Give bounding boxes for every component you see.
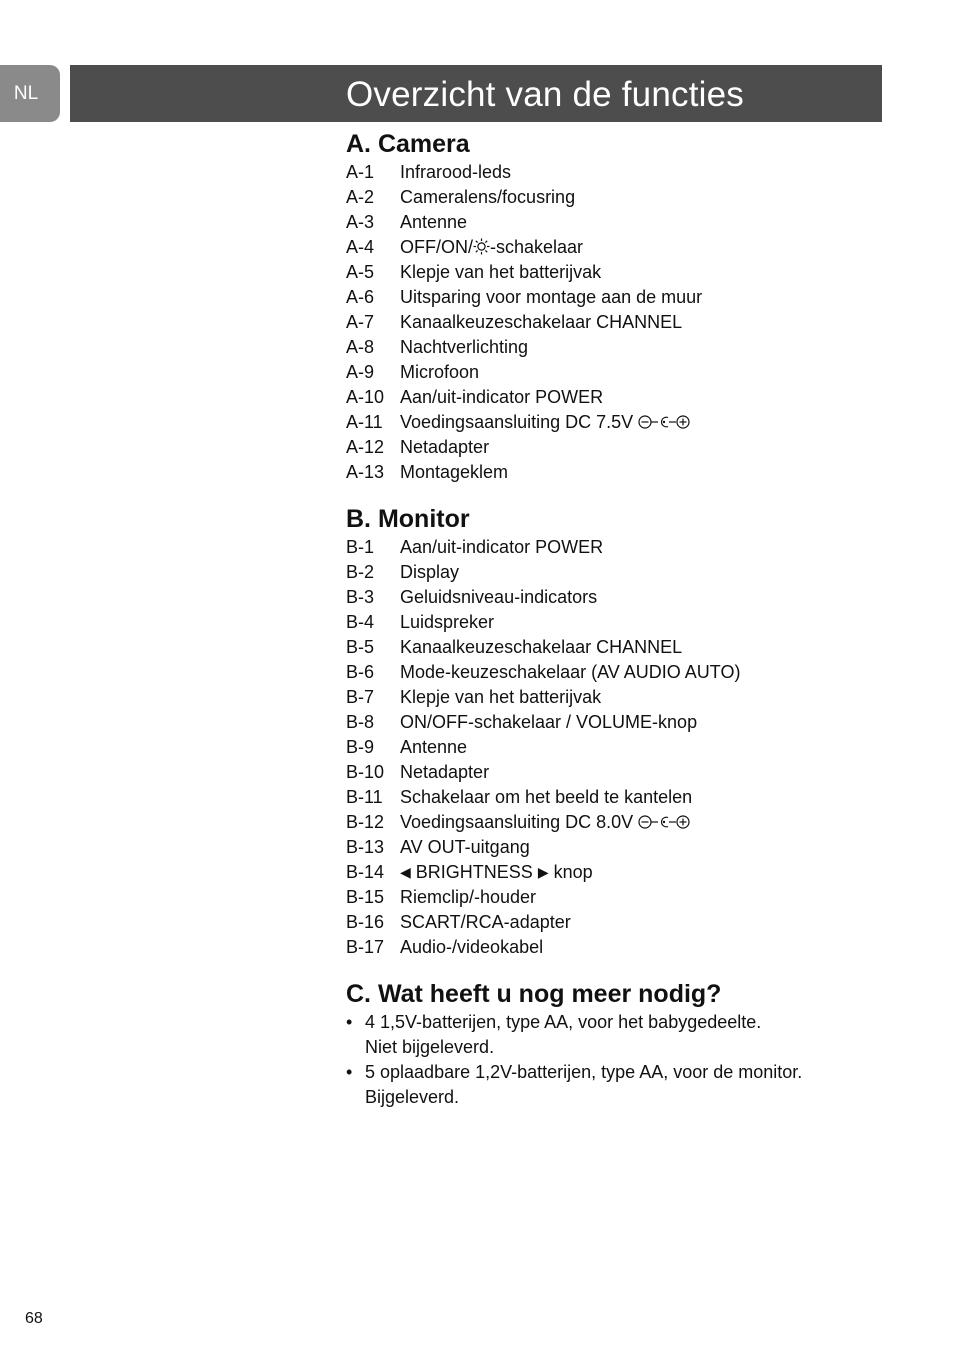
list-item	[346, 885, 866, 910]
item-label-suffix: knop	[553, 862, 593, 882]
list-item	[346, 585, 866, 610]
list-item	[346, 185, 866, 210]
title-bar	[70, 65, 882, 122]
item-label: Aan/uit-indicator POWER	[400, 537, 604, 557]
list-item	[346, 810, 866, 835]
item-label: Uitsparing voor montage aan de muur	[400, 287, 703, 307]
list-item	[346, 410, 866, 435]
dc-polarity-icon	[638, 414, 690, 430]
item-label: Antenne	[400, 737, 468, 757]
list-item	[346, 160, 866, 185]
bullet-icon: •	[346, 1062, 353, 1082]
list-item	[346, 335, 866, 360]
list-item	[346, 1010, 866, 1060]
item-code: A-13	[346, 462, 385, 482]
language-tab: NL	[0, 65, 60, 122]
item-code: A-1	[346, 162, 375, 182]
item-label: Geluidsniveau-indicators	[400, 587, 598, 607]
section-camera	[346, 128, 866, 485]
list-item	[346, 460, 866, 485]
item-code: B-9	[346, 737, 375, 757]
item-code: A-9	[346, 362, 375, 382]
list-item	[346, 435, 866, 460]
item-code: B-2	[346, 562, 375, 582]
section-monitor	[346, 503, 866, 960]
item-code: B-8	[346, 712, 375, 732]
item-code: A-2	[346, 187, 375, 207]
item-code: A-4	[346, 237, 375, 257]
triangle-right-icon: ▶	[537, 864, 549, 880]
triangle-left-icon: ◀	[400, 864, 411, 880]
item-code: A-3	[346, 212, 375, 232]
item-label: Luidspreker	[400, 612, 495, 632]
bullet-line: 5 oplaadbare 1,2V-batterijen, type AA, voor de monitor.	[365, 1062, 803, 1082]
item-code: B-15	[346, 887, 385, 907]
page-title: Overzicht van de functies	[346, 75, 744, 114]
item-label: Microfoon	[400, 362, 480, 382]
item-label: Riemclip/-houder	[400, 887, 537, 907]
camera-parts-list	[346, 160, 866, 485]
monitor-parts-list	[346, 535, 866, 960]
sun-icon	[473, 238, 490, 255]
item-label: Voedingsaansluiting DC 8.0V	[400, 812, 634, 832]
item-code: A-10	[346, 387, 385, 407]
item-label: ON/OFF-schakelaar / VOLUME-knop	[400, 712, 698, 732]
list-item	[346, 710, 866, 735]
item-label: Kanaalkeuzeschakelaar CHANNEL	[400, 312, 683, 332]
item-label: Mode-keuzeschakelaar (AV AUDIO AUTO)	[400, 662, 741, 682]
dc-polarity-icon	[638, 814, 690, 830]
list-item	[346, 735, 866, 760]
item-label: Klepje van het batterijvak	[400, 262, 602, 282]
item-code: A-11	[346, 412, 383, 432]
list-item	[346, 235, 866, 260]
item-label: Voedingsaansluiting DC 7.5V	[400, 412, 634, 432]
section-heading: A. Camera	[346, 130, 470, 158]
bullet-line: Bijgeleverd.	[365, 1087, 460, 1107]
item-code: B-16	[346, 912, 385, 932]
item-code: B-14	[346, 862, 385, 882]
list-item	[346, 785, 866, 810]
list-item	[346, 535, 866, 560]
item-code: A-5	[346, 262, 375, 282]
bullet-line: 4 1,5V-batterijen, type AA, voor het babygedeelte.	[365, 1012, 762, 1032]
list-item	[346, 610, 866, 635]
list-item	[346, 260, 866, 285]
list-item	[346, 760, 866, 785]
item-label: BRIGHTNESS	[415, 862, 533, 882]
item-label: Display	[400, 562, 460, 582]
list-item	[346, 310, 866, 335]
section-heading: C. Wat heeft u nog meer nodig?	[346, 980, 722, 1008]
item-code: B-7	[346, 687, 375, 707]
item-code: B-11	[346, 787, 383, 807]
section-heading: B. Monitor	[346, 505, 470, 533]
item-label: SCART/RCA-adapter	[400, 912, 571, 932]
section-requirements	[346, 978, 866, 1110]
item-code: B-12	[346, 812, 385, 832]
item-label: Kanaalkeuzeschakelaar CHANNEL	[400, 637, 683, 657]
list-item	[346, 360, 866, 385]
item-label: Cameralens/focusring	[400, 187, 576, 207]
item-label: Antenne	[400, 212, 468, 232]
item-code: B-3	[346, 587, 375, 607]
page-number: 68	[25, 1310, 43, 1327]
item-code: B-4	[346, 612, 375, 632]
item-label: Nachtverlichting	[400, 337, 529, 357]
list-item	[346, 1060, 866, 1110]
item-label: Klepje van het batterijvak	[400, 687, 602, 707]
item-label: Montageklem	[400, 462, 509, 482]
list-item	[346, 910, 866, 935]
item-code: B-1	[346, 537, 375, 557]
item-code: B-5	[346, 637, 375, 657]
list-item	[346, 385, 866, 410]
item-label-suffix: -schakelaar	[490, 237, 584, 257]
list-item	[346, 685, 866, 710]
item-code: B-13	[346, 837, 385, 857]
item-code: A-12	[346, 437, 385, 457]
item-code: B-6	[346, 662, 375, 682]
item-label: Aan/uit-indicator POWER	[400, 387, 604, 407]
item-label: Audio-/videokabel	[400, 937, 544, 957]
item-code: B-10	[346, 762, 385, 782]
item-code: A-8	[346, 337, 375, 357]
list-item	[346, 210, 866, 235]
list-item	[346, 660, 866, 685]
list-item	[346, 285, 866, 310]
item-label: Netadapter	[400, 437, 490, 457]
item-code: A-7	[346, 312, 375, 332]
bullet-line: Niet bijgeleverd.	[365, 1037, 495, 1057]
list-item	[346, 935, 866, 960]
item-label: Infrarood-leds	[400, 162, 512, 182]
requirements-list	[346, 1010, 866, 1110]
item-label: Schakelaar om het beeld te kantelen	[400, 787, 693, 807]
page-content	[346, 128, 866, 1110]
bullet-icon: •	[346, 1012, 353, 1032]
item-code: A-6	[346, 287, 375, 307]
list-item	[346, 835, 866, 860]
item-code: B-17	[346, 937, 385, 957]
list-item	[346, 860, 866, 885]
item-label: OFF/ON/	[400, 237, 473, 257]
list-item	[346, 635, 866, 660]
item-label: AV OUT-uitgang	[400, 837, 530, 857]
item-label: Netadapter	[400, 762, 490, 782]
list-item	[346, 560, 866, 585]
